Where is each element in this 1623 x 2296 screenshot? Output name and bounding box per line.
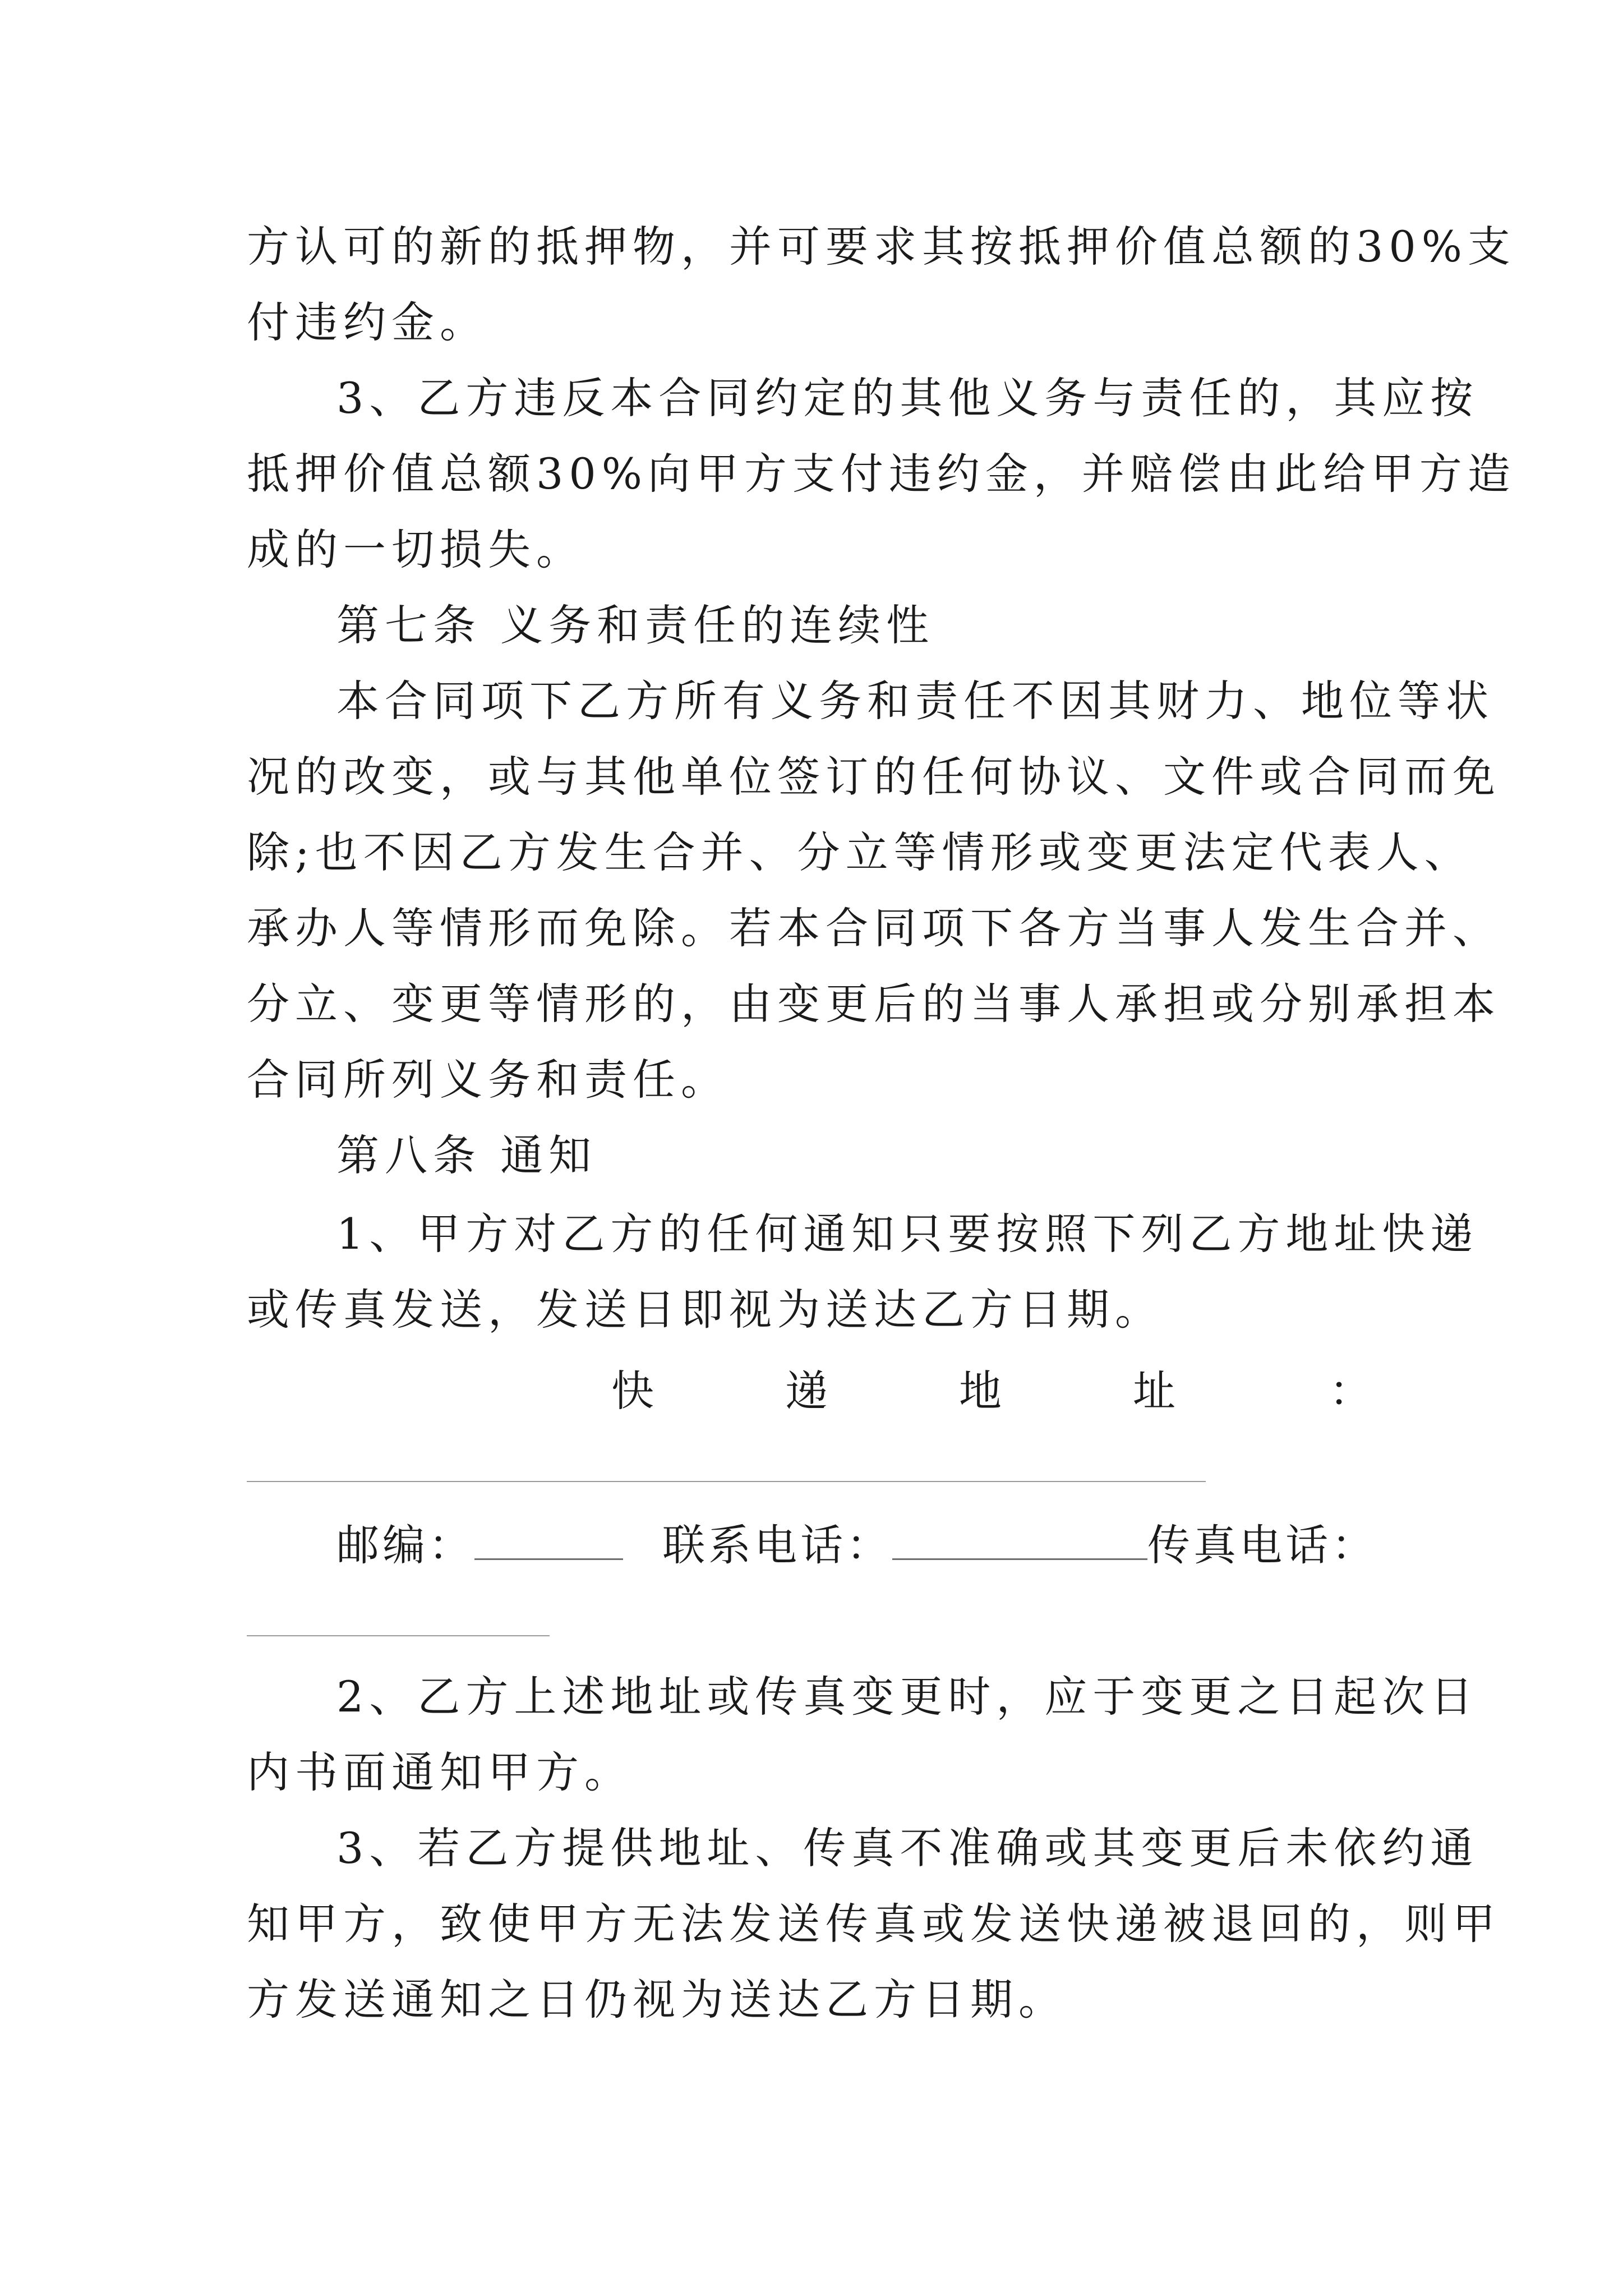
paragraph-line: 方认可的新的抵押物，并可要求其按抵押价值总额的30%支 — [247, 222, 1516, 272]
paragraph-line: 除;也不因乙方发生合并、分立等情形或变更法定代表人、 — [247, 827, 1473, 877]
postcode-blank — [474, 1524, 623, 1560]
clause-8-2-line: 2、乙方上述地址或传真变更时，应于变更之日起次日 — [336, 1672, 1479, 1722]
paragraph-line: 方发送通知之日仍视为送达乙方日期。 — [247, 1975, 1067, 2024]
paragraph-line: 合同所列义务和责任。 — [247, 1055, 729, 1105]
article-8-heading: 第八条 通知 — [336, 1130, 597, 1180]
paragraph-line: 成的一切损失。 — [247, 524, 584, 574]
postcode-label: 邮编： — [336, 1520, 474, 1570]
address-char: 快 — [611, 1366, 654, 1416]
paragraph-line: 况的改变，或与其他单位签订的任何协议、文件或合同而免 — [247, 752, 1501, 802]
paragraph-line: 抵押价值总额30%向甲方支付违约金，并赔偿由此给甲方造 — [247, 449, 1516, 499]
address-char: 地 — [959, 1366, 1002, 1416]
address-char: 址 — [1133, 1366, 1175, 1416]
paragraph-line: 本合同项下乙方所有义务和责任不因其财力、地位等状 — [336, 676, 1494, 726]
clause-6-3-line: 3、乙方违反本合同约定的其他义务与责任的，其应按 — [336, 373, 1479, 423]
address-char: 递 — [785, 1366, 828, 1416]
phone-blank — [892, 1524, 1147, 1560]
address-blank-line — [247, 1481, 1206, 1482]
paragraph-line: 分立、变更等情形的，由变更后的当事人承担或分别承担本 — [247, 979, 1501, 1029]
phone-label: 联系电话： — [662, 1520, 893, 1570]
clause-8-1-line: 1、甲方对乙方的任何通知只要按照下列乙方地址快递 — [336, 1209, 1479, 1259]
article-7-heading: 第七条 义务和责任的连续性 — [336, 600, 935, 650]
fax-label: 传真电话： — [1147, 1520, 1378, 1570]
address-char: ： — [1329, 1366, 1372, 1416]
paragraph-line: 内书面通知甲方。 — [247, 1747, 633, 1797]
paragraph-line: 或传真发送，发送日即视为送达乙方日期。 — [247, 1285, 1163, 1335]
paragraph-line: 付违约金。 — [247, 297, 488, 347]
fax-blank-line — [247, 1635, 550, 1636]
clause-8-3-line: 3、若乙方提供地址、传真不准确或其变更后未依约通 — [336, 1823, 1479, 1873]
paragraph-line: 知甲方，致使甲方无法发送传真或发送快递被退回的，则甲 — [247, 1899, 1501, 1949]
contact-row — [336, 1517, 1481, 1573]
paragraph-line: 承办人等情形而免除。若本合同项下各方当事人发生合并、 — [247, 903, 1501, 953]
